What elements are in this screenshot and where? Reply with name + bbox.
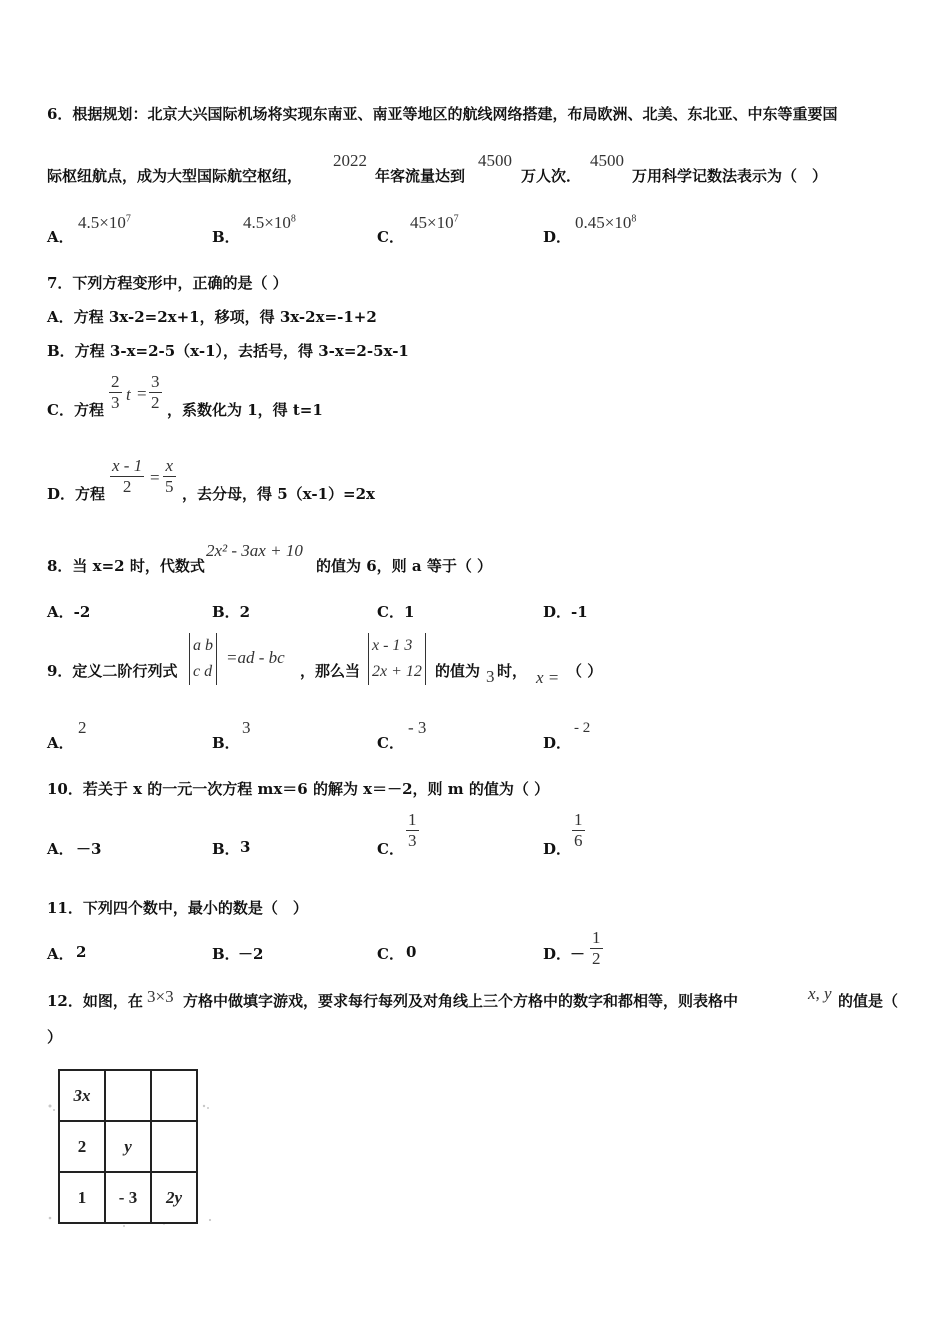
- q11-stem: 11．下列四个数中，最小的数是（ ）: [47, 899, 308, 917]
- q9-prefix: 9．定义二阶行列式: [47, 662, 178, 680]
- grid-cell: 2: [59, 1121, 105, 1172]
- q11-option-c-label: C．: [377, 945, 404, 963]
- q7-c-fraction-1: 2 3: [111, 372, 120, 412]
- q6-year: 2022: [333, 151, 367, 170]
- q7-option-c-prefix: C．方程: [47, 401, 104, 419]
- q7-d-eq: =: [150, 468, 160, 487]
- q9-option-d-label: D．: [543, 734, 572, 752]
- q9-option-b-label: B．: [212, 734, 240, 752]
- q8-prefix: 8．当 x=2 时，代数式: [47, 557, 205, 575]
- q7-c-eq: =: [137, 384, 147, 403]
- q6-option-d-value: $0.45\times 10^8$: [575, 213, 637, 232]
- q10-option-b-value: 3: [240, 838, 251, 856]
- q10-option-d-fraction: 1 6: [574, 810, 583, 850]
- q10-option-a-label: A．: [47, 840, 74, 858]
- q7-c-var: t: [126, 385, 131, 404]
- q9-option-c-value: - 3: [408, 718, 427, 737]
- q9-option-d-value: - 2: [574, 720, 591, 736]
- q6-line2-a: 际枢纽航点，成为大型国际航空枢纽，: [47, 167, 303, 185]
- q10-option-c-fraction: 1 3: [408, 810, 417, 850]
- q7-option-c-suffix: ，系数化为 1，得 t=1: [167, 401, 323, 419]
- q10-stem: 10．若关于 x 的一元一次方程 mx＝6 的解为 x＝－2，则 m 的值为（ ）: [47, 780, 550, 798]
- q9-when: 时，: [497, 662, 528, 680]
- q6-line1: 6．根据规划：北京大兴国际机场将实现东南亚、南亚等地区的航线网络搭建，布局欧洲、北美、东北亚、中东等重要国: [47, 105, 838, 123]
- q10-option-b-label: B．: [212, 840, 240, 858]
- q6-option-b-value: $4.5\times 10^8$: [243, 213, 296, 232]
- q9-det-result: =ad - bc: [226, 648, 285, 667]
- q11-option-a-value: 2: [76, 943, 87, 961]
- q10-option-a-value: －3: [76, 840, 102, 858]
- q8-option-c: C．1: [377, 603, 415, 621]
- q8-option-b: B．2: [212, 603, 251, 621]
- q6-option-d-label: D．: [543, 228, 572, 246]
- q11-option-b-value: －2: [238, 945, 264, 963]
- q8-suffix: 的值为 6，则 a 等于（ ）: [316, 557, 493, 575]
- q7-option-d-suffix: ，去分母，得 5（x-1）=2x: [182, 485, 375, 503]
- q9-determinant-expression: x - 1 3 2x + 12: [368, 633, 426, 685]
- grid-cell: [151, 1121, 197, 1172]
- q7-option-b: B．方程 3-x=2-5（x-1），去括号，得 3-x=2-5x-1: [47, 342, 409, 360]
- q6-amount2: 4500: [590, 151, 624, 170]
- q8-option-a: A．-2: [47, 603, 91, 621]
- q8-expression: 2x² - 3ax + 10: [206, 541, 303, 560]
- grid-cell: - 3: [105, 1172, 151, 1223]
- grid-cell: 3x: [59, 1070, 105, 1121]
- q11-option-c-value: 0: [406, 943, 417, 961]
- q11-option-a-label: A．: [47, 945, 74, 963]
- q12-prefix: 12．如图，在: [47, 992, 143, 1010]
- q12-suffix: 的值是（: [838, 992, 899, 1010]
- grid-cell: 2y: [151, 1172, 197, 1223]
- q7-stem: 7．下列方程变形中，正确的是（ ）: [47, 274, 288, 292]
- q6-option-a-value: $4.5\times 10^7$: [78, 213, 131, 232]
- grid-cell: [151, 1070, 197, 1121]
- q6-amount: 4500: [478, 151, 512, 170]
- grid-cell: y: [105, 1121, 151, 1172]
- q8-option-d: D．-1: [543, 603, 588, 621]
- grid-row: [59, 1070, 197, 1121]
- q9-x-eq: x =: [536, 668, 560, 687]
- q9-option-b-value: 3: [242, 718, 251, 737]
- q11-option-d-fraction: 1 2: [592, 928, 601, 968]
- q6-option-c-label: C．: [377, 228, 404, 246]
- q12-size: 3×3: [147, 987, 174, 1006]
- grid-cell: 1: [59, 1172, 105, 1223]
- q9-option-c-label: C．: [377, 734, 404, 752]
- q9-determinant-definition: a b c d: [189, 633, 217, 685]
- q12-vars: x, y: [808, 984, 832, 1003]
- grid-cell: [105, 1070, 151, 1121]
- q7-d-fraction-2: x 5: [165, 456, 174, 496]
- grid-row: [59, 1121, 197, 1172]
- q7-option-a: A．方程 3x-2=2x+1，移项，得 3x-2x=-1+2: [47, 308, 377, 326]
- q12-close: ）: [47, 1028, 63, 1046]
- q12-grid: [58, 1069, 198, 1224]
- q6-option-b-label: B．: [212, 228, 240, 246]
- q9-option-a-value: 2: [78, 718, 87, 737]
- q6-line2-b: 年客流量达到: [375, 167, 466, 185]
- q12-middle: 方格中做填字游戏，要求每行每列及对角线上三个方格中的数字和都相等，则表格中: [183, 992, 739, 1010]
- q6-option-a-label: A．: [47, 228, 74, 246]
- grid-row: [59, 1172, 197, 1223]
- q11-option-d-label: D．: [543, 945, 572, 963]
- q6-line2-d: 万用科学记数法表示为（ ）: [632, 167, 828, 185]
- q9-tail: （ ）: [567, 662, 603, 680]
- q11-option-d-sign: －: [570, 945, 586, 963]
- q6-line2-c: 万人次．: [521, 167, 582, 185]
- q10-option-c-label: C．: [377, 840, 404, 858]
- q11-option-b-label: B．: [212, 945, 240, 963]
- q10-option-d-label: D．: [543, 840, 572, 858]
- q7-d-fraction-1: x - 1 2: [112, 456, 143, 496]
- q9-value-text: 的值为: [435, 662, 481, 680]
- q9-value: 3: [486, 667, 495, 686]
- q7-option-d-prefix: D．方程: [47, 485, 106, 503]
- q6-option-c-value: $45\times 10^7$: [410, 213, 459, 232]
- q9-option-a-label: A．: [47, 734, 74, 752]
- q9-middle: ，那么当: [300, 662, 361, 680]
- q7-c-fraction-2: 3 2: [151, 372, 160, 412]
